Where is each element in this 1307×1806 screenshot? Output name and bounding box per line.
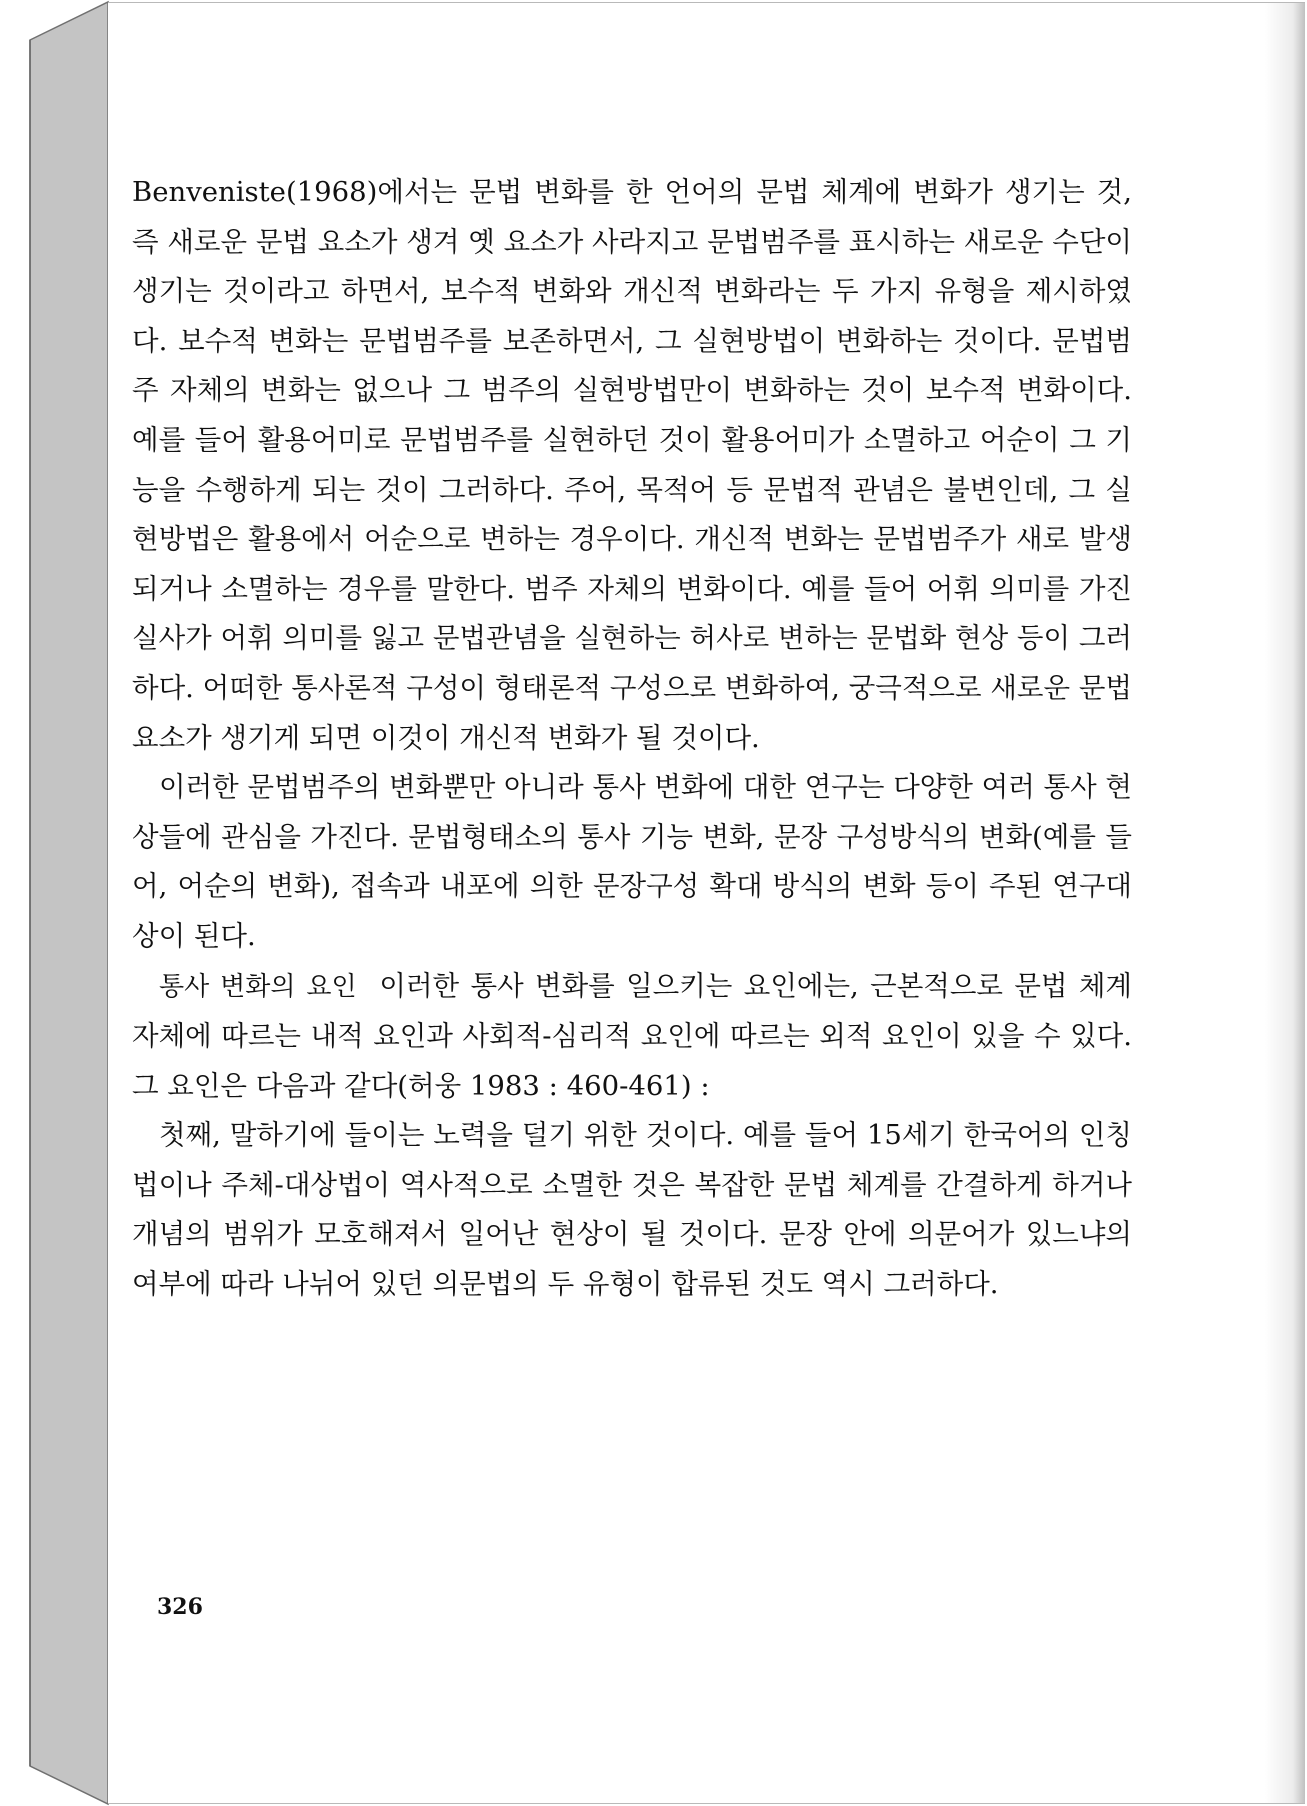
paragraph-conservative-innovative: Benveniste(1968)에서는 문법 변화를 한 언어의 문법 체계에 변화가 생기는 것, 즉 새로운 문법 요소가 생겨 옛 요소가 사라지고 문법범주를 표시하는 새로운 수단이 생기는 것이라고 하면서, 보수적 변화와 개신적 변화라는 두 가지 유형을 제시하였다. 보수적 변화는 문법범주를 보존하면서, 그 실현방법이 변화하는 것이다. 문법범주 자체의 변화는 없으나 그 범주의 실현방법만이 변화하는 것이 보수적 변화이다. 예를 들어 활용어미로 문법범주를 실현하던 것이 활용어미가 소멸하고 어순이 그 기능을 수행하게 되는 것이 그러하다. 주어, 목적어 등 문법적 관념은 불변인데, 그 실현방법은 활용에서 어순으로 변하는 경우이다. 개신적 변화는 문법범주가 새로 발생되거나 소멸하는 경우를 말한다. 범주 자체의 변화이다. 예를 들어 어휘 의미를 가진 실사가 어휘 의미를 잃고 문법관념을 실현하는 허사로 변하는 문법화 현상 등이 그러하다. 어떠한 통사론적 구성이 형태론적 구성으로 변화하여, 궁극적으로 새로운 문법요소가 생기게 되면 이것이 개신적 변화가 될 것이다. <box>132 176 1132 754</box>
body-text <box>132 168 1132 1310</box>
paragraph-first-reason: 첫째, 말하기에 들이는 노력을 덜기 위한 것이다. 예를 들어 15세기 한국어의 인칭법이나 주체-대상법이 역사적으로 소멸한 것은 복잡한 문법 체계를 간결하게 하거나 개념의 범위가 모호해져서 일어난 현상이 될 것이다. 문장 안에 의문어가 있느냐의 여부에 따라 나뉘어 있던 의문법의 두 유형이 합류된 것도 역시 그러하다. <box>132 1119 1132 1301</box>
section-text: 이러한 통사 변화를 일으키는 요인에는, 근본적으로 문법 체계 자체에 따르는 내적 요인과 사회적-심리적 요인에 따르는 외적 요인이 있을 수 있다. 그 요인은 다음과 같다(허웅 1983 : 460-461) : <box>132 969 1133 1102</box>
section-heading: 통사 변화의 요인 <box>159 971 357 1002</box>
page-edge-shadow <box>1265 3 1305 1803</box>
page-number: 326 <box>157 1594 203 1620</box>
paragraph-causes <box>132 962 1132 1112</box>
paragraph-research-topics: 이러한 문법범주의 변화뿐만 아니라 통사 변화에 대한 연구는 다양한 여러 통사 현상들에 관심을 가진다. 문법형태소의 통사 기능 변화, 문장 구성방식의 변화(예를 들어, 어순의 변화), 접속과 내포에 의한 문장구성 확대 방식의 변화 등이 주된 연구대상이 된다. <box>132 771 1132 952</box>
